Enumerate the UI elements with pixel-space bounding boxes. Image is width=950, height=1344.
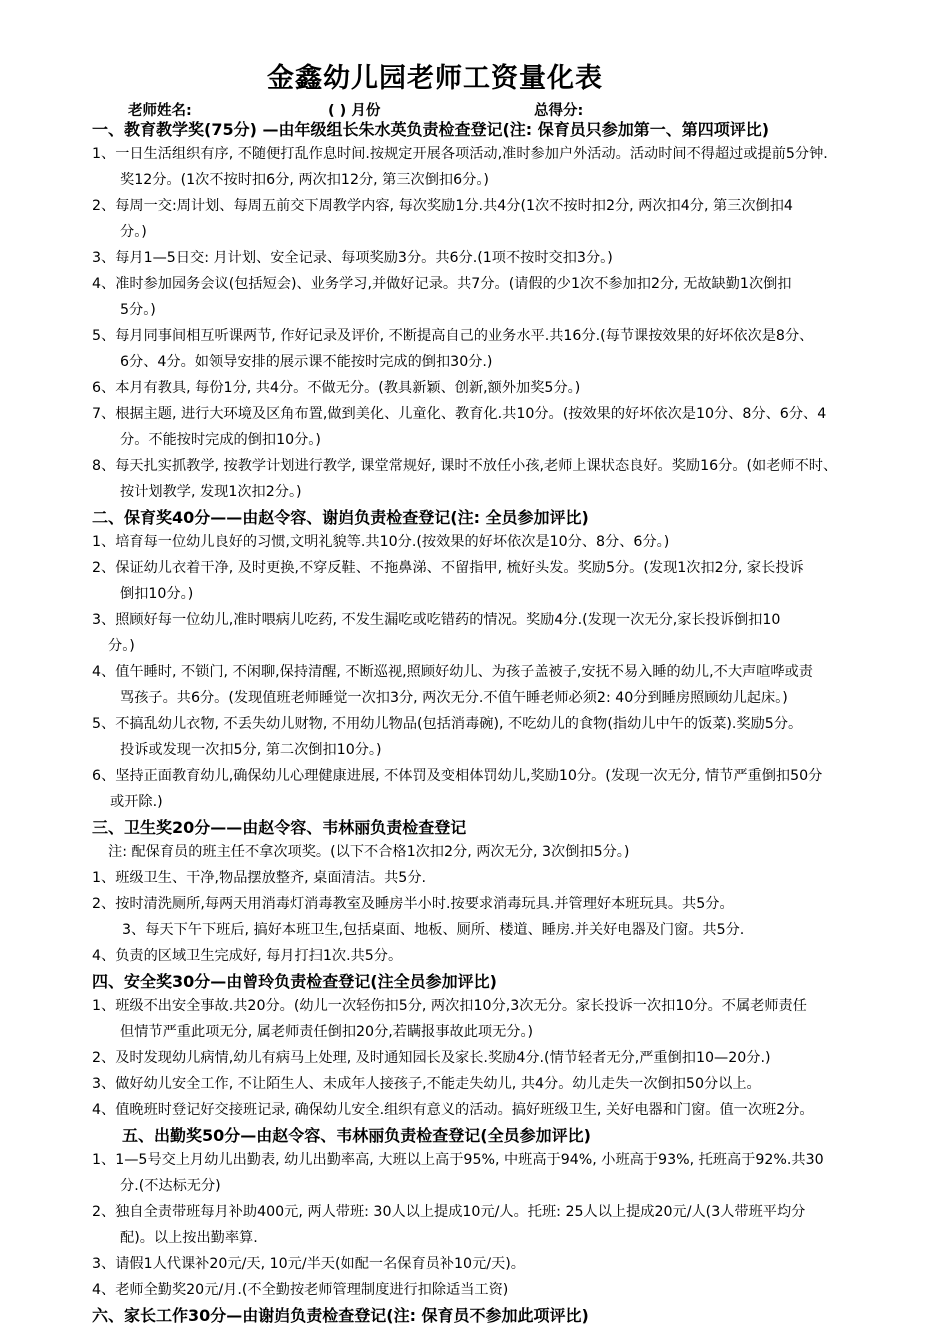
list-item-continued: 按计划教学, 发现1次扣2分。) xyxy=(120,484,302,500)
list-item: 1、1—5号交上月幼儿出勤表, 幼儿出勤率高, 大班以上高于95%, 中班高于94%, 小班高于93%, 托班高于92%.共30 xyxy=(92,1152,824,1168)
list-item: 2、按时清洗厕所,每两天用消毒灯消毒教室及睡房半小时.按要求消毒玩具.并管理好本班玩具。共5分。 xyxy=(92,896,734,912)
list-item: 2、独自全责带班每月补助400元, 两人带班: 30人以上提成10元/人。托班: 25人以上提成20元/人(3人带班平均分 xyxy=(92,1204,806,1220)
section-heading-teaching: 一、教育教学奖(75分) —由年级组长朱水英负责检查登记(注: 保育员只参加第一、第四项评比) xyxy=(92,120,770,139)
total-score-label: 总得分: xyxy=(534,103,584,119)
section-heading-parents: 六、家长工作30分—由谢岿负责检查登记(注: 保育员不参加此项评比) xyxy=(92,1306,589,1325)
list-item-continued: 6分、4分。如领导安排的展示课不能按时完成的倒扣30分.) xyxy=(120,354,493,370)
list-item: 6、本月有教具, 每份1分, 共4分。不做无分。(教具新颖、创新,额外加奖5分。) xyxy=(92,380,581,396)
list-item: 3、每天下午下班后, 搞好本班卫生,包括桌面、地板、厕所、楼道、睡房.并关好电器及门窗。共5分. xyxy=(122,922,745,938)
section-heading-safety: 四、安全奖30分—由曾玲负责检查登记(注全员参加评比) xyxy=(92,972,497,991)
teacher-name-label: 老师姓名: xyxy=(128,103,192,119)
list-item: 5、每月同事间相互听课两节, 作好记录及评价, 不断提高自己的业务水平.共16分.(每节课按效果的好坏依次是8分、 xyxy=(92,328,814,344)
list-item-continued: 分。) xyxy=(108,638,135,654)
list-item-continued: 倒扣10分。) xyxy=(120,586,194,602)
list-item-continued: 分。不能按时完成的倒扣10分。) xyxy=(120,432,321,448)
section-note: 注: 配保育员的班主任不拿次项奖。(以下不合格1次扣2分, 两次无分, 3次倒扣5分。) xyxy=(108,844,630,860)
list-item: 3、照顾好每一位幼儿,准时喂病儿吃药, 不发生漏吃或吃错药的情况。奖励4分.(发现一次无分,家长投诉倒扣10 xyxy=(92,612,781,628)
document-body xyxy=(92,120,922,1330)
info-row xyxy=(128,99,848,119)
section-heading-attendance: 五、出勤奖50分—由赵令容、韦林丽负责检查登记(全员参加评比) xyxy=(122,1126,591,1145)
list-item: 4、老师全勤奖20元/月.(不全勤按老师管理制度进行扣除适当工资) xyxy=(92,1282,509,1298)
list-item: 3、请假1人代课补20元/天, 10元/半天(如配一名保育员补10元/天)。 xyxy=(92,1256,525,1272)
list-item-continued: 5分。) xyxy=(120,302,156,318)
list-item-continued: 但情节严重此项无分, 属老师责任倒扣20分,若瞒报事故此项无分。) xyxy=(120,1024,534,1040)
list-item-continued: 投诉或发现一次扣5分, 第二次倒扣10分。) xyxy=(120,742,382,758)
list-item-continued: 奖12分。(1次不按时扣6分, 两次扣12分, 第三次倒扣6分。) xyxy=(120,172,489,188)
list-item-continued: 配)。以上按出勤率算. xyxy=(120,1230,258,1246)
list-item: 7、根据主题, 进行大环境及区角布置,做到美化、儿童化、教育化.共10分。(按效果的好坏依次是10分、8分、6分、4 xyxy=(92,406,827,422)
page-title: 金鑫幼儿园老师工资量化表 xyxy=(267,63,603,94)
list-item: 1、班级不出安全事故.共20分。(幼儿一次轻伤扣5分, 两次扣10分,3次无分。家长投诉一次扣10分。不属老师责任 xyxy=(92,998,807,1014)
list-item-continued: 或开除.) xyxy=(110,794,163,810)
list-item: 4、值晚班时登记好交接班记录, 确保幼儿安全.组织有意义的活动。搞好班级卫生, 关好电器和门窗。值一次班2分。 xyxy=(92,1102,814,1118)
list-item: 4、准时参加园务会议(包括短会)、业务学习,并做好记录。共7分。(请假的少1次不参加扣2分, 无故缺勤1次倒扣 xyxy=(92,276,792,292)
month-label: ( ) 月份 xyxy=(328,103,381,119)
list-item-continued: 分.(不达标无分) xyxy=(120,1178,221,1194)
list-item: 4、值午睡时, 不锁门, 不闲聊,保持清醒, 不断巡视,照顾好幼儿、为孩子盖被子,安抚不易入睡的幼儿,不大声喧哗或责 xyxy=(92,664,813,680)
list-item: 1、培育每一位幼儿良好的习惯,文明礼貌等.共10分.(按效果的好坏依次是10分、8分、6分。) xyxy=(92,534,670,550)
list-item: 2、及时发现幼儿病情,幼儿有病马上处理, 及时通知园长及家长.奖励4分.(情节轻者无分,严重倒扣10—20分.) xyxy=(92,1050,771,1066)
list-item: 8、每天扎实抓教学, 按教学计划进行教学, 课堂常规好, 课时不放任小孩,老师上课状态良好。奖励16分。(如老师不时、 xyxy=(92,458,838,474)
list-item: 3、每月1—5日交: 月计划、安全记录、每项奖励3分。共6分.(1项不按时交扣3分。) xyxy=(92,250,613,266)
list-item: 4、负责的区域卫生完成好, 每月打扫1次.共5分。 xyxy=(92,948,403,964)
list-item: 2、保证幼儿衣着干净, 及时更换,不穿反鞋、不拖鼻涕、不留指甲, 梳好头发。奖励5分。(发现1次扣2分, 家长投诉 xyxy=(92,560,804,576)
list-item-continued: 分。) xyxy=(120,224,147,240)
list-item: 5、不搞乱幼儿衣物, 不丢失幼儿财物, 不用幼儿物品(包括消毒碗), 不吃幼儿的食物(指幼儿中午的饭菜).奖励5分。 xyxy=(92,716,803,732)
list-item: 1、一日生活组织有序, 不随便打乱作息时间.按规定开展各项活动,准时参加户外活动。活动时间不得超过或提前5分钟. xyxy=(92,146,828,162)
list-item: 3、做好幼儿安全工作, 不让陌生人、未成年人接孩子,不能走失幼儿, 共4分。幼儿走失一次倒扣50分以上。 xyxy=(92,1076,761,1092)
section-heading-hygiene: 三、卫生奖20分——由赵令容、韦林丽负责检查登记 xyxy=(92,818,467,837)
section-heading-care: 二、保育奖40分——由赵令容、谢岿负责检查登记(注: 全员参加评比) xyxy=(92,508,589,527)
list-item: 6、坚持正面教育幼儿,确保幼儿心理健康进展, 不体罚及变相体罚幼儿,奖励10分。(发现一次无分, 情节严重倒扣50分 xyxy=(92,768,823,784)
list-item: 2、每周一交:周计划、每周五前交下周教学内容, 每次奖励1分.共4分(1次不按时扣2分, 两次扣4分, 第三次倒扣4 xyxy=(92,198,793,214)
list-item-continued: 骂孩子。共6分。(发现值班老师睡觉一次扣3分, 两次无分.不值午睡老师必须2: 40分到睡房照顾幼儿起床。) xyxy=(120,690,788,706)
list-item: 1、班级卫生、干净,物品摆放整齐, 桌面清洁。共5分. xyxy=(92,870,427,886)
